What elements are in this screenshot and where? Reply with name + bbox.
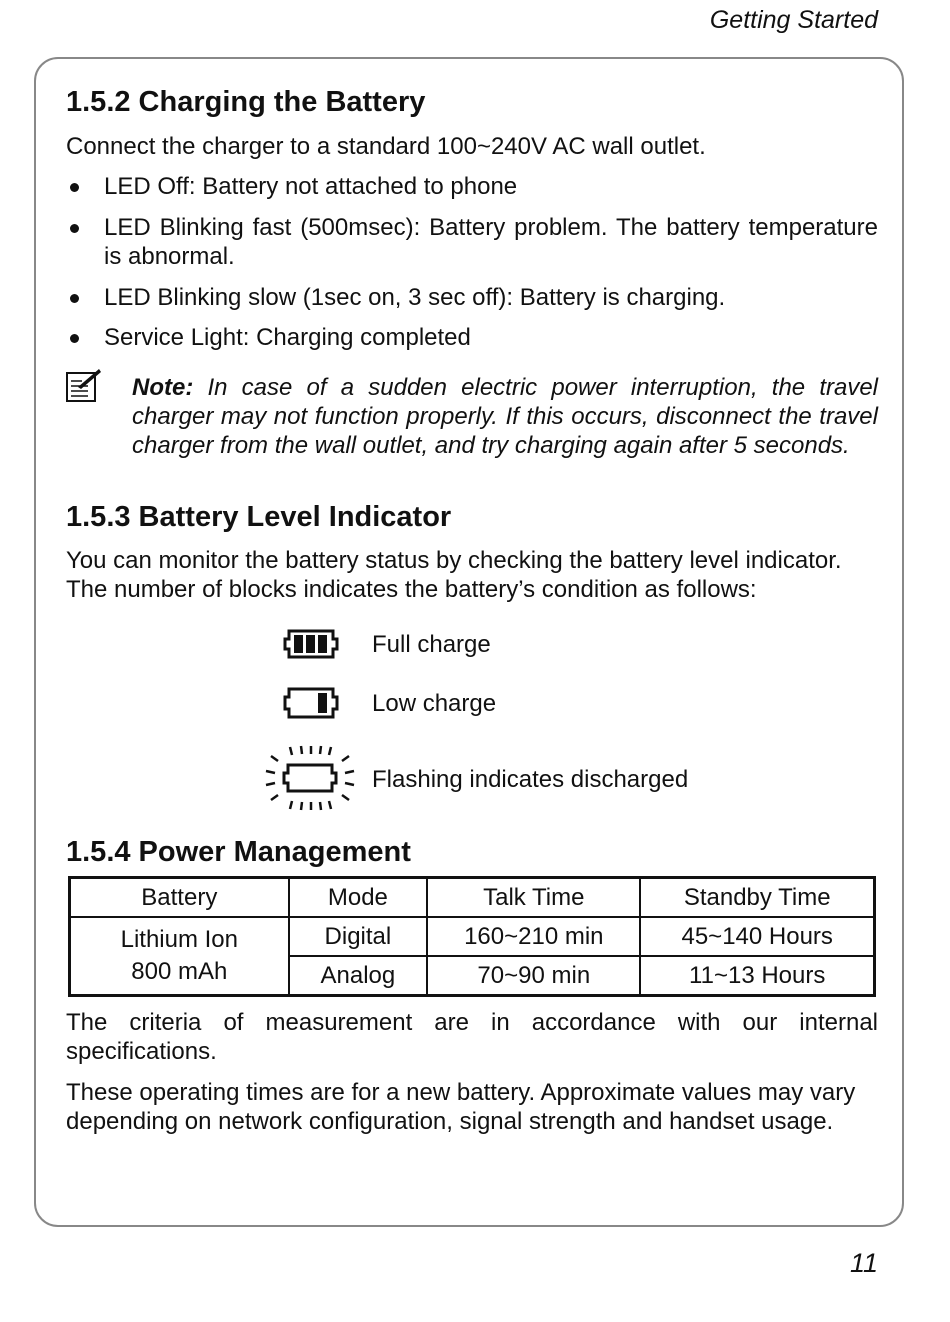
column-header: Talk Time [427,878,640,918]
battery-flashing-icon [256,743,360,813]
power-table [68,876,876,997]
page-number: 11 [849,1248,878,1278]
bullet-dot [70,334,79,343]
indicator-low [226,685,786,721]
bullet-dot [70,183,79,192]
mode-cell: Analog [289,956,428,996]
column-header: Battery [70,878,289,918]
battery-full-icon [283,627,339,661]
indicator-label: Full charge [372,631,491,658]
battery-type-cell [70,917,289,996]
bullet-text: Service Light: Charging completed [104,324,471,351]
column-header: Mode [289,878,428,918]
list-item [66,323,878,352]
table-row [70,917,875,956]
level-intro-line1: You can monitor the battery status by checking the battery level indicator. [66,547,842,574]
bullet-text: LED Off: Battery not attached to phone [104,173,518,200]
note-body: In case of a sudden electric power interruption, the travel charger may not function properly. If this occurs, disconnect the travel charger from the wall outlet, and try charging again after 5 seconds. [132,374,878,459]
indicator-flashing [226,743,786,813]
talk-time-cell: 70~90 min [427,956,640,996]
criteria-text: The criteria of measurement are in accordance with our internal specifications. [66,1009,878,1065]
section-title-charging: 1.5.2 Charging the Battery [66,86,426,118]
bullet-dot [70,224,79,233]
list-item [66,172,878,201]
battery-capacity: 800 mAh [131,958,228,985]
indicator-full [226,627,786,663]
indicator-label: Low charge [372,690,497,717]
standby-time-cell: 45~140 Hours [640,917,874,956]
page-header: Getting Started [709,6,878,34]
note-pencil-icon [66,367,102,403]
bullet-text: LED Blinking fast (500msec): Battery problem. The battery temperature is abnormal. [104,214,878,270]
list-item [66,213,878,271]
mode-cell: Digital [289,917,428,956]
note-text [132,373,878,460]
section-title-power: 1.5.4 Power Management [66,836,411,868]
note-label: Note: [132,374,194,401]
list-item [66,283,878,312]
content-frame [34,57,904,1227]
column-header: Standby Time [640,878,874,918]
battery-type: Lithium Ion [120,926,238,953]
battery-low-icon [283,685,339,721]
talk-time-cell: 160~210 min [427,917,640,956]
bullet-dot [70,294,79,303]
section-title-battery-level: 1.5.3 Battery Level Indicator [66,501,452,533]
bullet-text: LED Blinking slow (1sec on, 3 sec off): Battery is charging. [104,284,726,311]
table-header-row [70,878,875,918]
indicator-label: Flashing indicates discharged [372,766,689,793]
level-intro-line2: The number of blocks indicates the battery’s condition as follows: [66,576,757,603]
charging-intro: Connect the charger to a standard 100~240V AC wall outlet. [66,133,706,160]
operating-times-text: These operating times are for a new battery. Approximate values may vary depending on network configuration, signal strength and handset usage. [66,1079,856,1135]
standby-time-cell: 11~13 Hours [640,956,874,996]
